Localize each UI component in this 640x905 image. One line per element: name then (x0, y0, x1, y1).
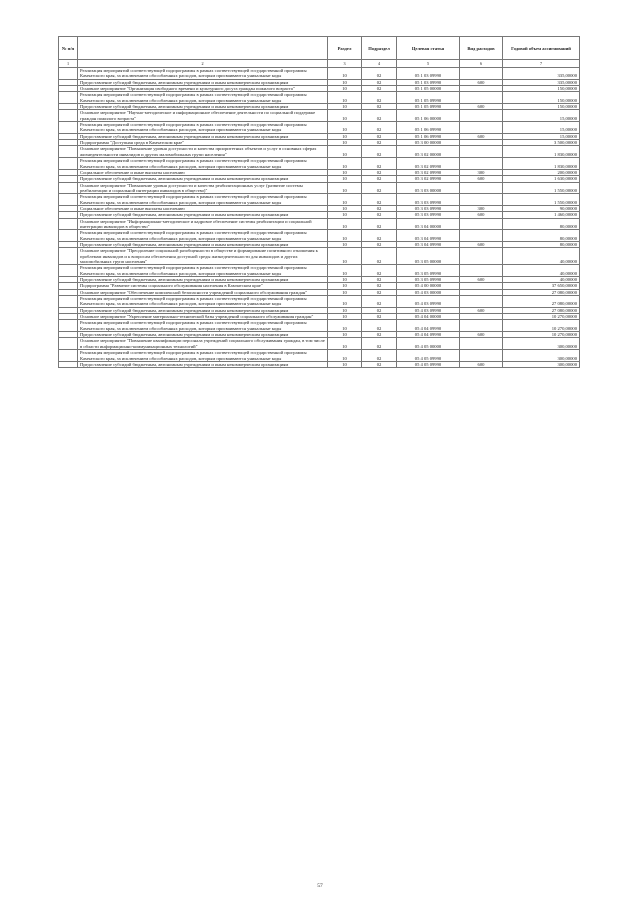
cell-expense-type: 600 (460, 241, 503, 247)
cell-target-article: 05 3 03 09990 (397, 194, 460, 206)
cell-podrazdel: 02 (362, 133, 397, 139)
header-expense-type: Вид расходов (460, 37, 503, 60)
cell-amount: 335,00000 (503, 79, 580, 85)
cell-razdel: 10 (328, 169, 362, 175)
header-annual-amount: Годовой объем ассигнований (503, 37, 580, 60)
cell-amount: 335,00000 (503, 68, 580, 80)
cell-podrazdel: 02 (362, 212, 397, 218)
cell-amount: 10 270,00000 (503, 332, 580, 338)
cell-podrazdel: 02 (362, 122, 397, 134)
cell-podrazdel: 02 (362, 205, 397, 211)
cell-target-article: 05 1 06 09990 (397, 133, 460, 139)
cell-amount: 80,00000 (503, 241, 580, 247)
cell-expense-type (460, 265, 503, 277)
cell-amount: 15,00000 (503, 110, 580, 122)
cell-npp (59, 194, 78, 206)
cell-podrazdel: 02 (362, 92, 397, 104)
cell-npp (59, 146, 78, 158)
cell-amount: 40,00000 (503, 265, 580, 277)
cell-amount: 300,00000 (503, 350, 580, 362)
cell-razdel: 10 (328, 277, 362, 283)
cell-amount: 150,00000 (503, 104, 580, 110)
cell-expense-type (460, 230, 503, 242)
cell-expense-type (460, 194, 503, 206)
cell-razdel: 10 (328, 320, 362, 332)
cell-target-article: 05 1 03 09990 (397, 79, 460, 85)
cell-target-article: 05 1 06 09990 (397, 122, 460, 134)
header-npp: № п/п (59, 37, 78, 60)
cell-name: Основное мероприятие "Повышение уровня доступности и качества приоритетных объектов и услуг в основных сферах жизнедеятельности инвалидов и других маломобильных групп населения" (78, 146, 328, 158)
cell-podrazdel: 02 (362, 158, 397, 170)
cell-name: Основное мероприятие "Преодоление социальной разобщенности в обществе и формирование позитивного отношения к проблемам инвалидов и к вопросам обеспечения доступной среды жизнедеятельности для инвалидов и других маломобильных групп населения" (78, 248, 328, 265)
cell-expense-type: 600 (460, 307, 503, 313)
cell-podrazdel: 02 (362, 194, 397, 206)
cell-target-article: 05 3 04 09990 (397, 241, 460, 247)
col-number: 1 (59, 60, 78, 68)
cell-podrazdel: 02 (362, 230, 397, 242)
col-number: 7 (503, 60, 580, 68)
cell-target-article: 05 3 03 00000 (397, 182, 460, 194)
cell-amount: 15,00000 (503, 122, 580, 134)
cell-razdel: 10 (328, 104, 362, 110)
cell-name: Предоставление субсидий бюджетным, автономным учреждениям и иным некоммерческим организациям (78, 176, 328, 182)
cell-razdel: 10 (328, 296, 362, 308)
cell-name: Основное мероприятие "Организация свободного времени и культурного досуга граждан пожилого возраста" (78, 86, 328, 92)
header-row (59, 37, 580, 60)
cell-amount: 10 270,00000 (503, 314, 580, 320)
col-number: 2 (78, 60, 328, 68)
cell-npp (59, 248, 78, 265)
cell-target-article: 05 4 03 00000 (397, 289, 460, 295)
cell-razdel: 10 (328, 92, 362, 104)
table-row (59, 361, 580, 367)
cell-podrazdel: 02 (362, 241, 397, 247)
table-row (59, 338, 580, 350)
cell-podrazdel: 02 (362, 265, 397, 277)
cell-target-article: 05 3 02 09990 (397, 158, 460, 170)
cell-name: Основное мероприятие "Укрепление материально-технической базы учреждений социального обслуживания граждан" (78, 314, 328, 320)
cell-razdel: 10 (328, 241, 362, 247)
cell-target-article: 05 4 03 09990 (397, 307, 460, 313)
cell-expense-type: 600 (460, 176, 503, 182)
cell-podrazdel: 02 (362, 110, 397, 122)
cell-razdel: 10 (328, 289, 362, 295)
cell-name: Предоставление субсидий бюджетным, автономным учреждениям и иным некоммерческим организациям (78, 104, 328, 110)
cell-amount: 15,00000 (503, 133, 580, 139)
cell-name: Реализация мероприятий соответствующей подпрограммы в рамках соответствующей государственной программы Камчатского края, за исключением обособленных расходов, которым присваиваются уникальные коды (78, 122, 328, 134)
header-target-article: Целевая статья (397, 37, 460, 60)
cell-amount: 1 550,00000 (503, 182, 580, 194)
cell-expense-type (460, 218, 503, 230)
cell-target-article: 05 1 06 00000 (397, 110, 460, 122)
header-podrazdel: Подраздел (362, 37, 397, 60)
cell-expense-type (460, 338, 503, 350)
cell-target-article: 05 1 05 09990 (397, 104, 460, 110)
cell-podrazdel: 02 (362, 277, 397, 283)
cell-npp (59, 338, 78, 350)
cell-target-article: 05 3 02 00000 (397, 146, 460, 158)
table-row (59, 110, 580, 122)
col-number: 6 (460, 60, 503, 68)
cell-target-article: 05 3 00 00000 (397, 140, 460, 146)
cell-name: Подпрограмма "Развитие системы социального обслуживания населения в Камчатском крае" (78, 283, 328, 289)
cell-name: Предоставление субсидий бюджетным, автономным учреждениям и иным некоммерческим организациям (78, 307, 328, 313)
cell-expense-type (460, 320, 503, 332)
cell-npp (59, 110, 78, 122)
cell-name: Реализация мероприятий соответствующей подпрограммы в рамках соответствующей государственной программы Камчатского края, за исключением обособленных расходов, которым присваиваются уникальные коды (78, 265, 328, 277)
cell-expense-type (460, 68, 503, 80)
cell-npp (59, 350, 78, 362)
cell-name: Реализация мероприятий соответствующей подпрограммы в рамках соответствующей государственной программы Камчатского края, за исключением обособленных расходов, которым присваиваются уникальные коды (78, 194, 328, 206)
cell-podrazdel: 02 (362, 79, 397, 85)
cell-amount: 1 830,00000 (503, 146, 580, 158)
cell-npp (59, 296, 78, 308)
cell-name: Предоставление субсидий бюджетным, автономным учреждениям и иным некоммерческим организациям (78, 361, 328, 367)
cell-razdel: 10 (328, 283, 362, 289)
cell-name: Реализация мероприятий соответствующей подпрограммы в рамках соответствующей государственной программы Камчатского края, за исключением обособленных расходов, которым присваиваются уникальные коды (78, 296, 328, 308)
cell-name: Предоставление субсидий бюджетным, автономным учреждениям и иным некоммерческим организациям (78, 277, 328, 283)
cell-name: Реализация мероприятий соответствующей подпрограммы в рамках соответствующей государственной программы Камчатского края, за исключением обособленных расходов, которым присваиваются уникальные коды (78, 350, 328, 362)
cell-name: Социальное обеспечение и иные выплаты населению (78, 169, 328, 175)
cell-podrazdel: 02 (362, 104, 397, 110)
cell-amount: 10 270,00000 (503, 320, 580, 332)
cell-expense-type (460, 110, 503, 122)
table-row (59, 68, 580, 80)
cell-npp (59, 230, 78, 242)
cell-target-article: 05 4 04 09990 (397, 332, 460, 338)
table-row (59, 194, 580, 206)
cell-amount: 90,00000 (503, 205, 580, 211)
cell-podrazdel: 02 (362, 283, 397, 289)
cell-podrazdel: 02 (362, 320, 397, 332)
cell-name: Подпрограмма "Доступная среда в Камчатском крае" (78, 140, 328, 146)
cell-podrazdel: 02 (362, 169, 397, 175)
cell-expense-type: 600 (460, 79, 503, 85)
cell-podrazdel: 02 (362, 182, 397, 194)
cell-target-article: 05 4 05 09990 (397, 361, 460, 367)
cell-name: Предоставление субсидий бюджетным, автономным учреждениям и иным некоммерческим организациям (78, 332, 328, 338)
cell-amount: 300,00000 (503, 361, 580, 367)
page-number: 57 (317, 883, 323, 889)
cell-amount: 27 080,00000 (503, 289, 580, 295)
cell-name: Реализация мероприятий соответствующей подпрограммы в рамках соответствующей государственной программы Камчатского края, за исключением обособленных расходов, которым присваиваются уникальные коды (78, 68, 328, 80)
cell-target-article: 05 4 05 00000 (397, 338, 460, 350)
cell-podrazdel: 02 (362, 350, 397, 362)
cell-npp (59, 68, 78, 80)
table-row (59, 350, 580, 362)
col-number: 3 (328, 60, 362, 68)
table-row (59, 92, 580, 104)
cell-podrazdel: 02 (362, 248, 397, 265)
cell-npp (59, 218, 78, 230)
cell-npp (59, 182, 78, 194)
cell-razdel: 10 (328, 338, 362, 350)
cell-expense-type: 600 (460, 277, 503, 283)
table-row (59, 158, 580, 170)
cell-razdel: 10 (328, 332, 362, 338)
cell-amount: 200,00000 (503, 169, 580, 175)
table-row (59, 265, 580, 277)
cell-npp (59, 320, 78, 332)
cell-target-article: 05 4 05 09990 (397, 350, 460, 362)
cell-name: Основное мероприятие "Повышение уровня доступности и качества реабилитационных услуг (развитие системы реабилитации и социальной интеграции инвалидов в общество)" (78, 182, 328, 194)
cell-podrazdel: 02 (362, 289, 397, 295)
cell-razdel: 10 (328, 140, 362, 146)
col-number: 5 (397, 60, 460, 68)
cell-razdel: 10 (328, 212, 362, 218)
cell-razdel: 10 (328, 307, 362, 313)
cell-amount: 27 080,00000 (503, 296, 580, 308)
cell-podrazdel: 02 (362, 332, 397, 338)
cell-target-article: 05 1 05 09990 (397, 92, 460, 104)
cell-name: Основное мероприятие "Обеспечение комплексной безопасности учреждений социального обслуживания граждан" (78, 289, 328, 295)
cell-amount: 40,00000 (503, 248, 580, 265)
cell-podrazdel: 02 (362, 361, 397, 367)
cell-amount: 37 650,00000 (503, 283, 580, 289)
cell-podrazdel: 02 (362, 68, 397, 80)
cell-razdel: 10 (328, 361, 362, 367)
table-row (59, 122, 580, 134)
cell-expense-type: 600 (460, 104, 503, 110)
cell-podrazdel: 02 (362, 146, 397, 158)
cell-target-article: 05 1 05 00000 (397, 86, 460, 92)
cell-npp (59, 265, 78, 277)
cell-amount: 1 460,00000 (503, 212, 580, 218)
cell-razdel: 10 (328, 122, 362, 134)
cell-razdel: 10 (328, 176, 362, 182)
cell-razdel: 10 (328, 68, 362, 80)
cell-expense-type (460, 182, 503, 194)
cell-amount: 1 550,00000 (503, 194, 580, 206)
cell-podrazdel: 02 (362, 314, 397, 320)
cell-target-article: 05 4 00 00000 (397, 283, 460, 289)
table-row (59, 182, 580, 194)
cell-razdel: 10 (328, 205, 362, 211)
cell-amount: 150,00000 (503, 86, 580, 92)
cell-razdel: 10 (328, 86, 362, 92)
cell-podrazdel: 02 (362, 296, 397, 308)
cell-name: Основное мероприятие "Научно-методическое и информационное обеспечение деятельности по социальной поддержке граждан пожилого возраста" (78, 110, 328, 122)
cell-name: Реализация мероприятий соответствующей подпрограммы в рамках соответствующей государственной программы Камчатского края, за исключением обособленных расходов, которым присваиваются уникальные коды (78, 92, 328, 104)
cell-name: Предоставление субсидий бюджетным, автономным учреждениям и иным некоммерческим организациям (78, 212, 328, 218)
cell-target-article: 05 3 05 09990 (397, 265, 460, 277)
cell-expense-type (460, 158, 503, 170)
cell-expense-type (460, 296, 503, 308)
cell-expense-type: 300 (460, 169, 503, 175)
cell-expense-type: 600 (460, 332, 503, 338)
table-row (59, 296, 580, 308)
cell-name: Реализация мероприятий соответствующей подпрограммы в рамках соответствующей государственной программы Камчатского края, за исключением обособленных расходов, которым присваиваются уникальные коды (78, 230, 328, 242)
cell-razdel: 10 (328, 230, 362, 242)
cell-razdel: 10 (328, 248, 362, 265)
cell-name: Социальное обеспечение и иные выплаты населению (78, 205, 328, 211)
header-razdel: Раздел (328, 37, 362, 60)
cell-expense-type (460, 146, 503, 158)
cell-razdel: 10 (328, 110, 362, 122)
cell-npp (59, 92, 78, 104)
cell-target-article: 05 1 03 09990 (397, 68, 460, 80)
cell-podrazdel: 02 (362, 176, 397, 182)
cell-name: Предоставление субсидий бюджетным, автономным учреждениям и иным некоммерческим организациям (78, 133, 328, 139)
cell-target-article: 05 3 05 09990 (397, 277, 460, 283)
cell-target-article: 05 3 04 09990 (397, 230, 460, 242)
col-number: 4 (362, 60, 397, 68)
cell-razdel: 10 (328, 314, 362, 320)
cell-razdel: 10 (328, 182, 362, 194)
cell-expense-type: 600 (460, 361, 503, 367)
table-row (59, 218, 580, 230)
document-page (58, 36, 579, 368)
cell-target-article: 05 4 03 09990 (397, 296, 460, 308)
cell-target-article: 05 3 02 09990 (397, 176, 460, 182)
cell-name: Основное мероприятие "Повышение квалификации персонала учреждений социального обслуживания граждан, в том числе в области информационно-коммуникационных технологий" (78, 338, 328, 350)
cell-expense-type (460, 122, 503, 134)
cell-name: Реализация мероприятий соответствующей подпрограммы в рамках соответствующей государственной программы Камчатского края, за исключением обособленных расходов, которым присваиваются уникальные коды (78, 320, 328, 332)
cell-npp (59, 158, 78, 170)
cell-amount: 300,00000 (503, 338, 580, 350)
cell-razdel: 10 (328, 133, 362, 139)
cell-razdel: 10 (328, 194, 362, 206)
cell-razdel: 10 (328, 265, 362, 277)
header-name (78, 37, 328, 60)
cell-podrazdel: 02 (362, 307, 397, 313)
cell-amount: 80,00000 (503, 218, 580, 230)
cell-amount: 80,00000 (503, 230, 580, 242)
cell-amount: 3 500,00000 (503, 140, 580, 146)
table-row (59, 320, 580, 332)
cell-amount: 1 830,00000 (503, 158, 580, 170)
cell-expense-type (460, 248, 503, 265)
cell-razdel: 10 (328, 218, 362, 230)
cell-amount: 40,00000 (503, 277, 580, 283)
cell-expense-type (460, 350, 503, 362)
cell-target-article: 05 3 05 00000 (397, 248, 460, 265)
cell-razdel: 10 (328, 158, 362, 170)
cell-target-article: 05 4 04 09990 (397, 320, 460, 332)
cell-amount: 1 630,00000 (503, 176, 580, 182)
cell-npp (59, 122, 78, 134)
cell-name: Предоставление субсидий бюджетным, автономным учреждениям и иным некоммерческим организациям (78, 241, 328, 247)
cell-amount: 27 080,00000 (503, 307, 580, 313)
table-row (59, 248, 580, 265)
cell-name: Предоставление субсидий бюджетным, автономным учреждениям и иным некоммерческим организациям (78, 79, 328, 85)
cell-target-article: 05 3 02 09990 (397, 169, 460, 175)
cell-target-article: 05 3 03 09990 (397, 205, 460, 211)
cell-expense-type: 600 (460, 212, 503, 218)
cell-podrazdel: 02 (362, 140, 397, 146)
table-row (59, 230, 580, 242)
cell-npp (59, 361, 78, 367)
cell-name: Реализация мероприятий соответствующей подпрограммы в рамках соответствующей государственной программы Камчатского края, за исключением обособленных расходов, которым присваиваются уникальные коды (78, 158, 328, 170)
cell-expense-type (460, 92, 503, 104)
cell-podrazdel: 02 (362, 218, 397, 230)
cell-amount: 150,00000 (503, 92, 580, 104)
cell-target-article: 05 3 03 09990 (397, 212, 460, 218)
cell-podrazdel: 02 (362, 86, 397, 92)
cell-razdel: 10 (328, 350, 362, 362)
cell-razdel: 10 (328, 79, 362, 85)
budget-table (58, 36, 580, 368)
cell-target-article: 05 3 04 00000 (397, 218, 460, 230)
cell-expense-type: 600 (460, 133, 503, 139)
cell-name: Основное мероприятие "Информационно-методическое и кадровое обеспечение системы реабилитации и социальной интеграции инвалидов в общество" (78, 218, 328, 230)
table-row (59, 146, 580, 158)
cell-podrazdel: 02 (362, 338, 397, 350)
column-number-row (59, 60, 580, 68)
cell-target-article: 05 4 04 00000 (397, 314, 460, 320)
cell-razdel: 10 (328, 146, 362, 158)
cell-expense-type: 300 (460, 205, 503, 211)
